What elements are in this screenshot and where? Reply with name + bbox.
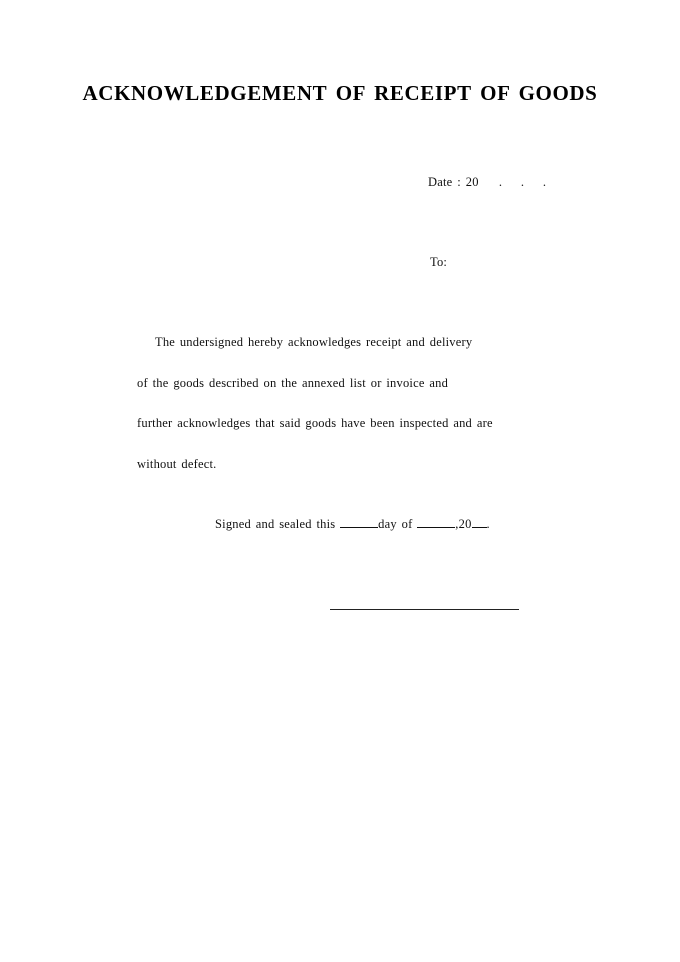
month-blank (417, 517, 455, 528)
date-line (428, 175, 555, 190)
signed-end: . (486, 517, 490, 531)
date-dot: . (542, 175, 547, 189)
body-line: of the goods described on the annexed list or invoice and (137, 376, 449, 390)
signed-year-prefix: 20 (458, 517, 472, 531)
to-line: To: (430, 255, 448, 269)
signature-line (330, 609, 519, 610)
signed-sealed-line (215, 517, 490, 532)
signed-prefix: Signed and sealed this (215, 517, 336, 531)
signed-day-word: day of (378, 517, 413, 531)
signed-comma: , (455, 517, 459, 531)
date-year-prefix: 20 (465, 175, 479, 189)
date-dot: . (498, 175, 503, 189)
document-title: ACKNOWLEDGEMENT OF RECEIPT OF GOODS (82, 81, 598, 105)
day-blank (340, 517, 378, 528)
body-line: without defect. (137, 457, 217, 471)
date-label: Date (428, 175, 453, 189)
date-separator: : (457, 175, 461, 189)
date-dot: . (520, 175, 525, 189)
body-line: The undersigned hereby acknowledges receipt and delivery (155, 335, 473, 349)
body-line: further acknowledges that said goods have been inspected and are (137, 416, 493, 430)
year-blank (472, 517, 487, 528)
